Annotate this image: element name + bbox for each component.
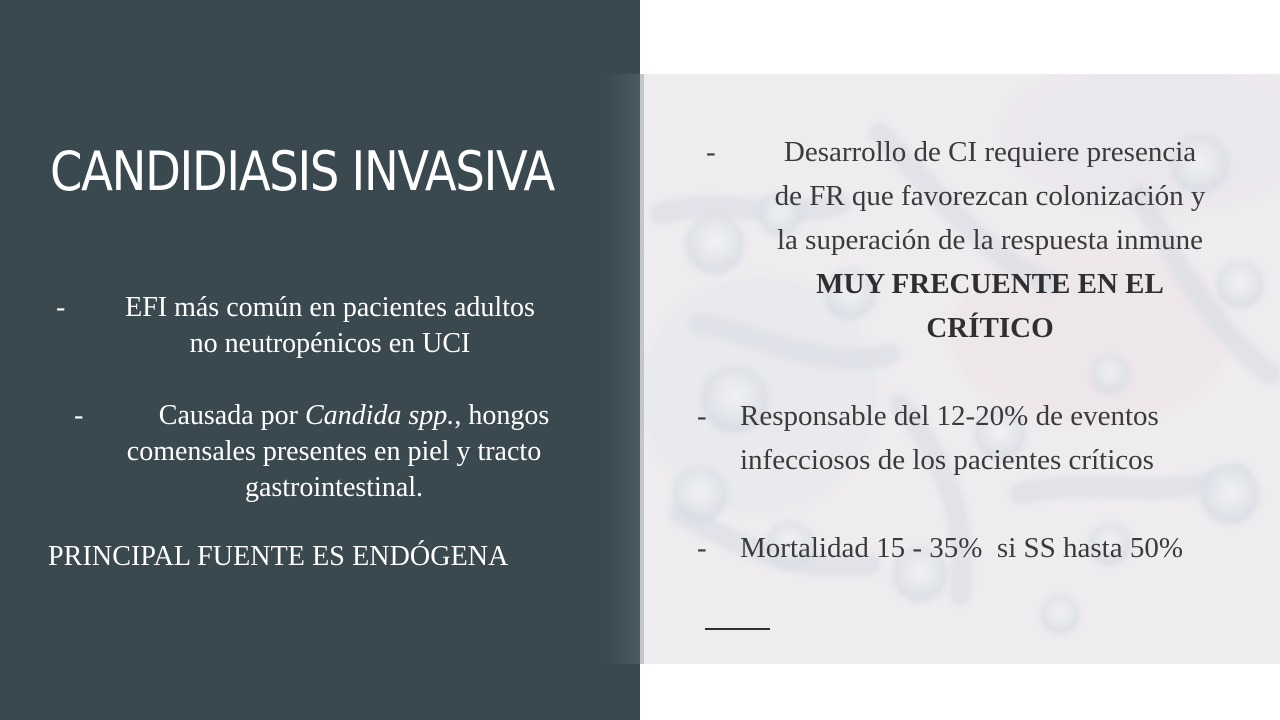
- bullet-text: [706, 130, 1250, 350]
- emphasis-line: CRÍTICO: [926, 312, 1054, 344]
- slide-title: CANDIDIASIS INVASIVA: [50, 140, 554, 203]
- divider-line: [705, 628, 770, 630]
- right-bullet-desarrollo: [706, 130, 1246, 350]
- bullet-suffix: , hongos: [454, 400, 550, 431]
- left-bullet-causada: [74, 398, 594, 506]
- right-bullet-mortalidad: [697, 526, 1257, 570]
- bullet-text: [697, 394, 1257, 482]
- bullet-text: [56, 290, 570, 362]
- bullet-line: infecciosos de los pacientes críticos: [740, 444, 1154, 476]
- bullet-line: Responsable del 12-20% de eventos: [740, 400, 1159, 432]
- bullet-line: comensales presentes en piel y tracto: [126, 436, 542, 467]
- bullet-dash: -: [74, 400, 84, 431]
- bullet-dash: -: [706, 136, 716, 168]
- bullet-line: gastrointestinal.: [244, 472, 424, 503]
- bullet-line: no neutropénicos en UCI: [189, 328, 471, 359]
- bullet-line: [119, 400, 549, 431]
- bullet-line: Mortalidad 15 - 35% si SS hasta 50%: [740, 532, 1184, 564]
- bullet-dash: -: [697, 400, 707, 432]
- emphasis-line: MUY FRECUENTE EN EL: [816, 268, 1164, 300]
- bullet-dash: -: [56, 292, 66, 323]
- bullet-line: la superación de la respuesta inmune: [777, 224, 1203, 256]
- right-bullet-responsable: [697, 394, 1257, 482]
- bullet-prefix: Causada por: [158, 400, 305, 431]
- principal-source-statement: PRINCIPAL FUENTE ES ENDÓGENA: [48, 541, 509, 572]
- species-name: Candida spp.: [304, 400, 455, 431]
- panel-edge-shadow: [604, 74, 644, 664]
- bullet-line: EFI más común en pacientes adultos: [125, 292, 535, 323]
- bullet-text: [697, 526, 1257, 570]
- left-bullet-efi: [56, 290, 596, 362]
- bullet-text: [74, 398, 594, 506]
- bullet-dash: -: [697, 532, 707, 564]
- bullet-line: de FR que favorezcan colonización y: [774, 180, 1206, 212]
- bullet-line: Desarrollo de CI requiere presencia: [783, 136, 1197, 168]
